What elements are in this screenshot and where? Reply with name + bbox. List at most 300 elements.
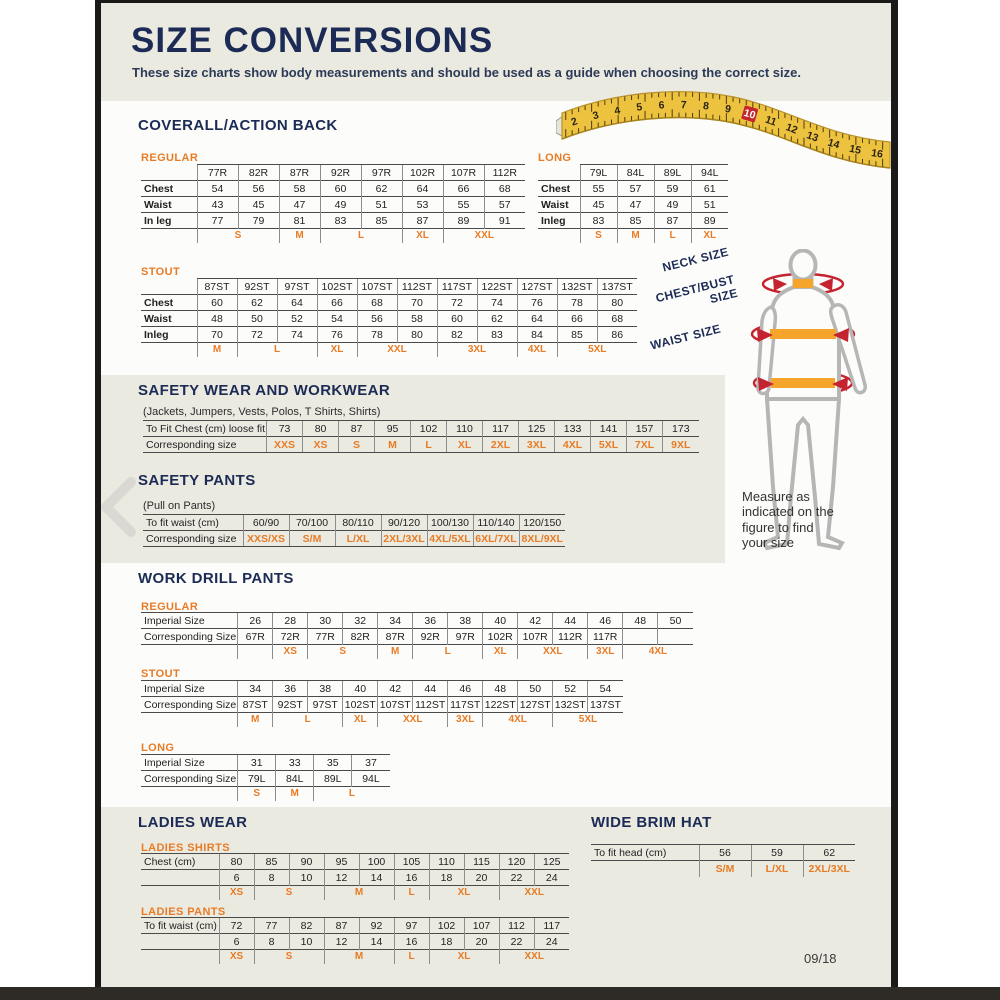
table-cell: 110: [429, 854, 464, 870]
table-cell: 55: [580, 181, 617, 197]
ladies-pants-table: [141, 917, 569, 964]
table-cell: 50: [518, 681, 553, 697]
row-label: Chest: [538, 181, 580, 197]
row-label: Waist: [538, 197, 580, 213]
svg-text:3: 3: [591, 109, 600, 123]
table-cell: 12: [324, 934, 359, 950]
table-cell: 85: [361, 213, 402, 229]
size-group-label: XL: [317, 343, 357, 357]
table-cell: 34: [238, 681, 273, 697]
table-cell: 45: [580, 197, 617, 213]
table-cell: 68: [484, 181, 525, 197]
size-group-label: XXL: [499, 950, 569, 964]
table-cell: 82: [289, 918, 324, 934]
svg-text:14: 14: [826, 136, 841, 152]
table-label-coverall-regular: REGULAR: [141, 152, 199, 164]
table-cell: M: [375, 437, 411, 453]
table-cell: 37: [352, 755, 390, 771]
table-cell: L/XL: [335, 531, 381, 547]
work-drill-regular-table: [141, 612, 693, 659]
svg-text:7: 7: [680, 99, 687, 112]
size-group-label: L: [314, 787, 390, 801]
size-group-label: XXL: [443, 229, 525, 243]
svg-text:4: 4: [613, 104, 622, 118]
row-label: [141, 279, 197, 295]
table-cell: 77: [197, 213, 238, 229]
table-cell: 60: [320, 181, 361, 197]
table-cell: 60: [437, 311, 477, 327]
table-cell: 122ST: [477, 279, 517, 295]
table-cell: XL: [447, 437, 483, 453]
table-cell: 94L: [352, 771, 390, 787]
size-group-label: S: [197, 229, 279, 243]
table-label-coverall-stout: STOUT: [141, 266, 181, 278]
size-group-label: 4XL: [483, 713, 553, 727]
size-table-grid: [141, 853, 569, 900]
ladies-shirts-table: [141, 853, 569, 900]
table-cell: 89L: [654, 165, 691, 181]
table-cell: 90: [289, 854, 324, 870]
table-cell: 48: [623, 613, 658, 629]
table-cell: 87: [324, 918, 359, 934]
size-group-label: M: [617, 229, 654, 243]
svg-text:10: 10: [742, 107, 757, 122]
size-group-label: L: [654, 229, 691, 243]
table-cell: 141: [591, 421, 627, 437]
table-cell: 6: [219, 934, 254, 950]
table-cell: 120: [499, 854, 534, 870]
table-cell: 76: [517, 295, 557, 311]
size-table-grid: [141, 164, 525, 243]
table-cell: 91: [484, 213, 525, 229]
bottom-bar: [0, 987, 1000, 1000]
size-group-label: M: [378, 645, 413, 659]
table-cell: 64: [277, 295, 317, 311]
table-cell: 70: [397, 295, 437, 311]
table-cell: 87: [402, 213, 443, 229]
size-group-label: XL: [429, 950, 499, 964]
table-cell: 50: [237, 311, 277, 327]
table-cell: 107: [464, 918, 499, 934]
table-cell: 102R: [402, 165, 443, 181]
table-cell: 48: [197, 311, 237, 327]
table-cell: 74: [477, 295, 517, 311]
table-cell: 102ST: [317, 279, 357, 295]
row-label: Inleg: [538, 213, 580, 229]
table-cell: 117: [483, 421, 519, 437]
table-cell: 47: [279, 197, 320, 213]
section-heading-work-drill: WORK DRILL PANTS: [138, 570, 294, 587]
table-cell: 87: [654, 213, 691, 229]
size-table-grid: [143, 420, 699, 453]
table-cell: 68: [357, 295, 397, 311]
table-cell: 24: [534, 870, 569, 886]
table-cell: 8: [254, 870, 289, 886]
table-cell: 100/130: [427, 515, 473, 531]
work-drill-stout-table: [141, 680, 623, 727]
table-cell: 46: [588, 613, 623, 629]
table-cell: 44: [553, 613, 588, 629]
size-group-label: S: [238, 787, 276, 801]
table-cell: 81: [279, 213, 320, 229]
table-cell: 42: [518, 613, 553, 629]
table-cell: 60/90: [243, 515, 289, 531]
row-label: Corresponding Size: [141, 697, 238, 713]
size-group-label: L: [237, 343, 317, 357]
size-group-label: 3XL: [437, 343, 517, 357]
table-cell: 80: [219, 854, 254, 870]
page-title: SIZE CONVERSIONS: [131, 21, 494, 60]
row-label: [141, 934, 219, 950]
size-group-label: L: [320, 229, 402, 243]
size-group-label: 5XL: [557, 343, 637, 357]
svg-text:5: 5: [635, 101, 643, 114]
table-cell: 92R: [320, 165, 361, 181]
row-label: [538, 229, 580, 243]
table-cell: 31: [238, 755, 276, 771]
table-cell: 5XL: [591, 437, 627, 453]
table-cell: 36: [413, 613, 448, 629]
table-cell: 92ST: [237, 279, 277, 295]
table-cell: 87R: [378, 629, 413, 645]
table-cell: 100: [359, 854, 394, 870]
table-cell: 102: [429, 918, 464, 934]
table-cell: 77R: [308, 629, 343, 645]
table-cell: 34: [378, 613, 413, 629]
table-cell: XXS/XS: [243, 531, 289, 547]
table-label-ladies-shirts: LADIES SHIRTS: [141, 842, 230, 854]
table-cell: 62: [803, 845, 855, 861]
table-cell: 112ST: [413, 697, 448, 713]
table-cell: 115: [464, 854, 499, 870]
table-cell: 137ST: [588, 697, 623, 713]
table-cell: 97ST: [308, 697, 343, 713]
table-cell: 110/140: [473, 515, 519, 531]
table-cell: 73: [267, 421, 303, 437]
size-table-grid: [143, 514, 565, 547]
table-cell: 16: [394, 934, 429, 950]
row-label: Waist: [141, 197, 197, 213]
table-cell: 102R: [483, 629, 518, 645]
table-cell: S/M: [289, 531, 335, 547]
table-cell: 120/150: [519, 515, 565, 531]
table-cell: 40: [483, 613, 518, 629]
table-cell: 6: [219, 870, 254, 886]
table-cell: 44: [413, 681, 448, 697]
size-table-grid: [141, 754, 390, 801]
size-group-label: XL: [402, 229, 443, 243]
table-cell: 92R: [413, 629, 448, 645]
table-cell: 82: [437, 327, 477, 343]
row-label: Chest: [141, 295, 197, 311]
section-heading-coverall: COVERALL/ACTION BACK: [138, 117, 338, 134]
table-cell: 97R: [361, 165, 402, 181]
table-cell: 80: [397, 327, 437, 343]
table-cell: 64: [402, 181, 443, 197]
table-cell: 30: [308, 613, 343, 629]
svg-text:13: 13: [804, 129, 820, 145]
table-cell: 89: [443, 213, 484, 229]
table-cell: 87ST: [238, 697, 273, 713]
size-group-label: 4XL: [623, 645, 693, 659]
size-group-label: XL: [691, 229, 728, 243]
size-group-label: XS: [273, 645, 308, 659]
table-cell: 76: [317, 327, 357, 343]
table-cell: 2XL/3XL: [381, 531, 427, 547]
table-cell: 67R: [238, 629, 273, 645]
table-cell: 62: [477, 311, 517, 327]
table-cell: 53: [402, 197, 443, 213]
row-label: [141, 645, 238, 659]
table-cell: 87R: [279, 165, 320, 181]
table-cell: 86: [597, 327, 637, 343]
table-cell: 117ST: [448, 697, 483, 713]
row-label: [141, 165, 197, 181]
table-cell: 49: [654, 197, 691, 213]
row-label: [141, 229, 197, 243]
table-cell: XXS: [267, 437, 303, 453]
row-label: [141, 343, 197, 357]
table-cell: 32: [343, 613, 378, 629]
table-cell: 97R: [448, 629, 483, 645]
table-cell: 117: [534, 918, 569, 934]
size-group-label: [238, 645, 273, 659]
table-cell: 20: [464, 870, 499, 886]
row-label: Waist: [141, 311, 197, 327]
footer-code: 09/18: [804, 951, 837, 966]
table-cell: 16: [394, 870, 429, 886]
size-group-label: 3XL: [588, 645, 623, 659]
table-cell: 56: [357, 311, 397, 327]
table-cell: 59: [751, 845, 803, 861]
table-cell: 35: [314, 755, 352, 771]
table-cell: 79: [238, 213, 279, 229]
table-cell: 50: [658, 613, 693, 629]
size-group-label: M: [324, 886, 394, 900]
row-label: In leg: [141, 213, 197, 229]
table-cell: 43: [197, 197, 238, 213]
table-cell: 127ST: [517, 279, 557, 295]
table-cell: 66: [317, 295, 357, 311]
table-cell: 80: [303, 421, 339, 437]
figure-neck-label: NECK SIZE: [661, 244, 730, 275]
table-cell: 36: [273, 681, 308, 697]
table-cell: 22: [499, 934, 534, 950]
table-cell: 57: [617, 181, 654, 197]
table-cell: 133: [555, 421, 591, 437]
table-cell: 117R: [588, 629, 623, 645]
table-cell: 22: [499, 870, 534, 886]
table-cell: 72R: [273, 629, 308, 645]
table-cell: 95: [324, 854, 359, 870]
table-cell: 14: [359, 870, 394, 886]
table-cell: 107R: [443, 165, 484, 181]
table-cell: 18: [429, 870, 464, 886]
safety-pants-table: [143, 514, 565, 547]
safety-wear-note: (Jackets, Jumpers, Vests, Polos, T Shirts, Shirts): [143, 406, 381, 418]
table-cell: 112: [499, 918, 534, 934]
table-cell: 7XL: [627, 437, 663, 453]
safety-wear-table: [143, 420, 699, 453]
table-cell: 46: [448, 681, 483, 697]
size-group-label: XL: [343, 713, 378, 727]
table-cell: 85: [254, 854, 289, 870]
table-cell: 87: [339, 421, 375, 437]
size-group-label: XXL: [499, 886, 569, 900]
table-cell: 72: [219, 918, 254, 934]
table-cell: 28: [273, 613, 308, 629]
svg-text:6: 6: [658, 99, 665, 112]
size-group-label: XS: [219, 886, 254, 900]
table-cell: 38: [448, 613, 483, 629]
page-inner: [101, 3, 891, 987]
table-cell: 102: [411, 421, 447, 437]
table-cell: 137ST: [597, 279, 637, 295]
table-cell: 112R: [553, 629, 588, 645]
size-group-label: XS: [219, 950, 254, 964]
table-cell: S: [339, 437, 375, 453]
svg-text:8: 8: [702, 100, 710, 113]
table-cell: 52: [277, 311, 317, 327]
table-cell: 51: [361, 197, 402, 213]
table-cell: 12: [324, 870, 359, 886]
section-heading-ladies: LADIES WEAR: [138, 814, 248, 831]
table-cell: 105: [394, 854, 429, 870]
table-cell: 125: [519, 421, 555, 437]
size-group-label: M: [276, 787, 314, 801]
table-cell: 132ST: [553, 697, 588, 713]
table-cell: 122ST: [483, 697, 518, 713]
table-cell: L: [411, 437, 447, 453]
table-cell: 4XL: [555, 437, 591, 453]
table-cell: 38: [308, 681, 343, 697]
table-cell: 60: [197, 295, 237, 311]
row-label: [141, 886, 219, 900]
size-group-label: XXL: [357, 343, 437, 357]
table-cell: 18: [429, 934, 464, 950]
table-label-drill-regular: REGULAR: [141, 601, 199, 613]
row-label: Corresponding Size: [141, 771, 238, 787]
svg-text:16: 16: [870, 147, 884, 161]
size-group-label: 3XL: [448, 713, 483, 727]
table-cell: 54: [317, 311, 357, 327]
work-drill-long-table: [141, 754, 390, 801]
table-cell: 132ST: [557, 279, 597, 295]
coverall-regular-table: [141, 164, 525, 243]
table-cell: 42: [378, 681, 413, 697]
table-cell: XS: [303, 437, 339, 453]
table-cell: 2XL/3XL: [803, 861, 855, 877]
table-cell: 95: [375, 421, 411, 437]
row-label: [141, 950, 219, 964]
table-cell: 52: [553, 681, 588, 697]
table-cell: 8: [254, 934, 289, 950]
table-cell: 26: [238, 613, 273, 629]
catalog-page: [95, 0, 898, 987]
table-cell: 110: [447, 421, 483, 437]
table-cell: 10: [289, 870, 324, 886]
table-cell: [623, 629, 658, 645]
table-cell: 83: [320, 213, 361, 229]
table-cell: 54: [588, 681, 623, 697]
coverall-long-table: [538, 164, 728, 243]
table-cell: 4XL/5XL: [427, 531, 473, 547]
table-cell: 59: [654, 181, 691, 197]
row-label: Corresponding Size: [141, 629, 238, 645]
svg-text:15: 15: [848, 142, 863, 157]
table-cell: 66: [557, 311, 597, 327]
row-label: [538, 165, 580, 181]
table-cell: 173: [663, 421, 699, 437]
table-cell: 49: [320, 197, 361, 213]
table-cell: 85: [557, 327, 597, 343]
table-cell: 97ST: [277, 279, 317, 295]
table-cell: 77: [254, 918, 289, 934]
table-label-drill-long: LONG: [141, 742, 175, 754]
table-cell: 51: [691, 197, 728, 213]
row-label: Corresponding size: [143, 531, 243, 547]
table-cell: 58: [279, 181, 320, 197]
table-cell: 9XL: [663, 437, 699, 453]
table-cell: 107ST: [357, 279, 397, 295]
table-cell: 92: [359, 918, 394, 934]
table-cell: 14: [359, 934, 394, 950]
table-cell: 78: [557, 295, 597, 311]
size-table-grid: [141, 612, 693, 659]
table-cell: 74: [277, 327, 317, 343]
coverall-stout-table: [141, 278, 637, 357]
table-cell: S/M: [699, 861, 751, 877]
table-cell: 62: [361, 181, 402, 197]
table-cell: 107R: [518, 629, 553, 645]
table-label-ladies-pants: LADIES PANTS: [141, 906, 226, 918]
section-heading-safety-pants: SAFETY PANTS: [138, 472, 256, 489]
table-cell: 68: [597, 311, 637, 327]
table-cell: 84L: [276, 771, 314, 787]
table-cell: 102ST: [343, 697, 378, 713]
table-cell: 57: [484, 197, 525, 213]
table-cell: 94L: [691, 165, 728, 181]
table-cell: 33: [276, 755, 314, 771]
table-cell: 61: [691, 181, 728, 197]
table-cell: 8XL/9XL: [519, 531, 565, 547]
table-cell: 112ST: [397, 279, 437, 295]
table-cell: 127ST: [518, 697, 553, 713]
table-cell: 83: [580, 213, 617, 229]
table-cell: 82R: [343, 629, 378, 645]
table-cell: 78: [357, 327, 397, 343]
size-group-label: S: [308, 645, 378, 659]
row-label: Corresponding size: [143, 437, 267, 453]
svg-text:12: 12: [783, 121, 800, 137]
table-cell: 90/120: [381, 515, 427, 531]
row-label: [141, 787, 238, 801]
svg-text:11: 11: [763, 113, 779, 129]
svg-text:9: 9: [723, 102, 732, 116]
table-cell: 70: [197, 327, 237, 343]
chevron-left-icon[interactable]: [97, 475, 141, 539]
table-cell: 3XL: [519, 437, 555, 453]
table-label-drill-stout: STOUT: [141, 668, 181, 680]
size-group-label: S: [254, 886, 324, 900]
table-cell: 24: [534, 934, 569, 950]
table-cell: 89L: [314, 771, 352, 787]
table-cell: 83: [477, 327, 517, 343]
table-cell: 125: [534, 854, 569, 870]
row-label: [591, 861, 699, 877]
row-label: Imperial Size: [141, 681, 238, 697]
size-table-grid: [538, 164, 728, 243]
